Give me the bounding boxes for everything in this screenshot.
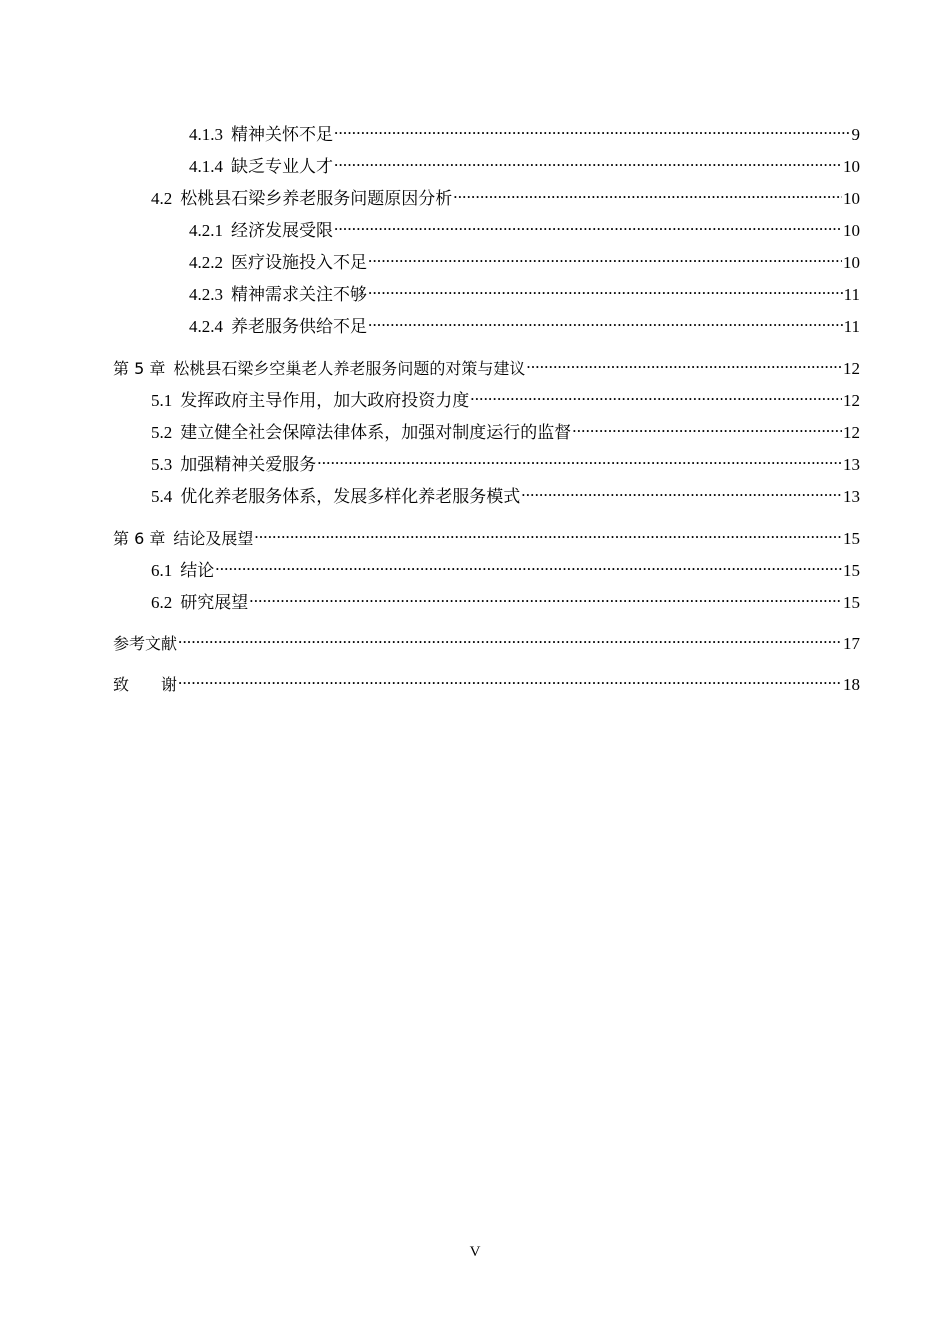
toc-leader-dots <box>368 278 843 300</box>
toc-entry-acknowledgements[interactable] <box>113 668 860 692</box>
toc-page-number: 18 <box>843 675 860 694</box>
toc-leader-dots <box>521 480 842 502</box>
toc-number: 5.2 <box>151 423 173 442</box>
toc-page-number: 12 <box>843 423 860 442</box>
toc-entry-6-1[interactable] <box>151 554 860 578</box>
toc-page-number: 15 <box>843 561 860 580</box>
toc-title: 经济发展受限 <box>231 221 333 240</box>
toc-page-number: 10 <box>843 253 860 272</box>
toc-title: 研究展望 <box>180 593 249 612</box>
toc-leader-dots <box>368 310 843 332</box>
toc-title: 松桃县石梁乡养老服务问题原因分析 <box>180 189 453 208</box>
toc-leader-dots <box>249 586 842 608</box>
toc-entry-references[interactable] <box>113 627 860 651</box>
toc-page-number: 12 <box>843 359 860 378</box>
toc-leader-dots <box>453 182 842 204</box>
page-footer-number: V <box>469 1244 481 1260</box>
toc-entry-4-1-3[interactable] <box>189 118 860 142</box>
toc-title: 精神关怀不足 <box>231 125 333 144</box>
toc-number: 4.2 <box>151 189 173 208</box>
toc-entry-chapter-6[interactable] <box>113 522 860 546</box>
toc-leader-dots <box>368 246 842 268</box>
toc-title: 松桃县石梁乡空巢老人养老服务问题的对策与建议 <box>173 359 526 378</box>
toc-entry-5-3[interactable] <box>151 448 860 472</box>
toc-number: 5.4 <box>151 487 173 506</box>
toc-leader-dots <box>334 150 842 172</box>
toc-number: 第 6 章 <box>113 529 166 548</box>
toc-leader-dots <box>334 214 842 236</box>
toc-entry-4-2-4[interactable] <box>189 310 860 334</box>
toc-entry-4-2-3[interactable] <box>189 278 860 302</box>
toc-leader-dots <box>178 627 842 649</box>
toc-entry-6-2[interactable] <box>151 586 860 610</box>
toc-leader-dots <box>317 448 842 470</box>
toc-entry-5-4[interactable] <box>151 480 860 504</box>
toc-leader-dots <box>572 416 842 438</box>
toc-page-number: 12 <box>843 391 860 410</box>
toc-entry-4-2-1[interactable] <box>189 214 860 238</box>
toc-number: 4.2.4 <box>189 317 223 336</box>
toc-title: 致 谢 <box>113 675 178 694</box>
toc-title: 建立健全社会保障法律体系，加强对制度运行的监督 <box>180 423 572 442</box>
toc-leader-dots <box>254 522 842 544</box>
toc-title: 发挥政府主导作用，加大政府投资力度 <box>180 391 470 410</box>
toc-page-number: 10 <box>843 157 860 176</box>
toc-entry-5-2[interactable] <box>151 416 860 440</box>
toc-number: 6.2 <box>151 593 173 612</box>
toc-page-number: 11 <box>843 317 860 336</box>
toc-title: 参考文献 <box>113 634 178 653</box>
toc-title: 精神需求关注不够 <box>231 285 367 304</box>
toc-entry-chapter-5[interactable] <box>113 352 860 376</box>
toc-title: 加强精神关爱服务 <box>180 455 317 474</box>
toc-entry-5-1[interactable] <box>151 384 860 408</box>
toc-leader-dots <box>334 118 851 140</box>
toc-number: 4.2.3 <box>189 285 223 304</box>
toc-title: 缺乏专业人才 <box>231 157 333 176</box>
toc-title: 结论及展望 <box>173 529 254 548</box>
toc-entry-4-2[interactable] <box>151 182 860 206</box>
toc-entry-4-1-4[interactable] <box>189 150 860 174</box>
toc-leader-dots <box>470 384 842 406</box>
toc-page-number: 15 <box>843 593 860 612</box>
toc-page-number: 15 <box>843 529 860 548</box>
toc-leader-dots <box>215 554 842 576</box>
toc-page-number: 13 <box>843 455 860 474</box>
toc-title: 优化养老服务体系，发展多样化养老服务模式 <box>180 487 521 506</box>
toc-number: 4.1.3 <box>189 125 223 144</box>
toc-number: 4.2.2 <box>189 253 223 272</box>
toc-page-number: 10 <box>843 221 860 240</box>
toc-number: 5.3 <box>151 455 173 474</box>
toc-number: 4.2.1 <box>189 221 223 240</box>
toc-page-number: 9 <box>851 125 860 144</box>
toc-page-number: 17 <box>843 634 860 653</box>
toc-title: 医疗设施投入不足 <box>231 253 367 272</box>
toc-number: 6.1 <box>151 561 173 580</box>
toc-page-number: 10 <box>843 189 860 208</box>
toc-title: 养老服务供给不足 <box>231 317 367 336</box>
toc-number: 4.1.4 <box>189 157 223 176</box>
toc-leader-dots <box>526 352 842 374</box>
toc-number: 第 5 章 <box>113 359 166 378</box>
toc-number: 5.1 <box>151 391 173 410</box>
toc-page-number: 11 <box>843 285 860 304</box>
toc-title: 结论 <box>180 561 215 580</box>
toc-entry-4-2-2[interactable] <box>189 246 860 270</box>
toc-leader-dots <box>178 668 842 690</box>
toc-page-number: 13 <box>843 487 860 506</box>
